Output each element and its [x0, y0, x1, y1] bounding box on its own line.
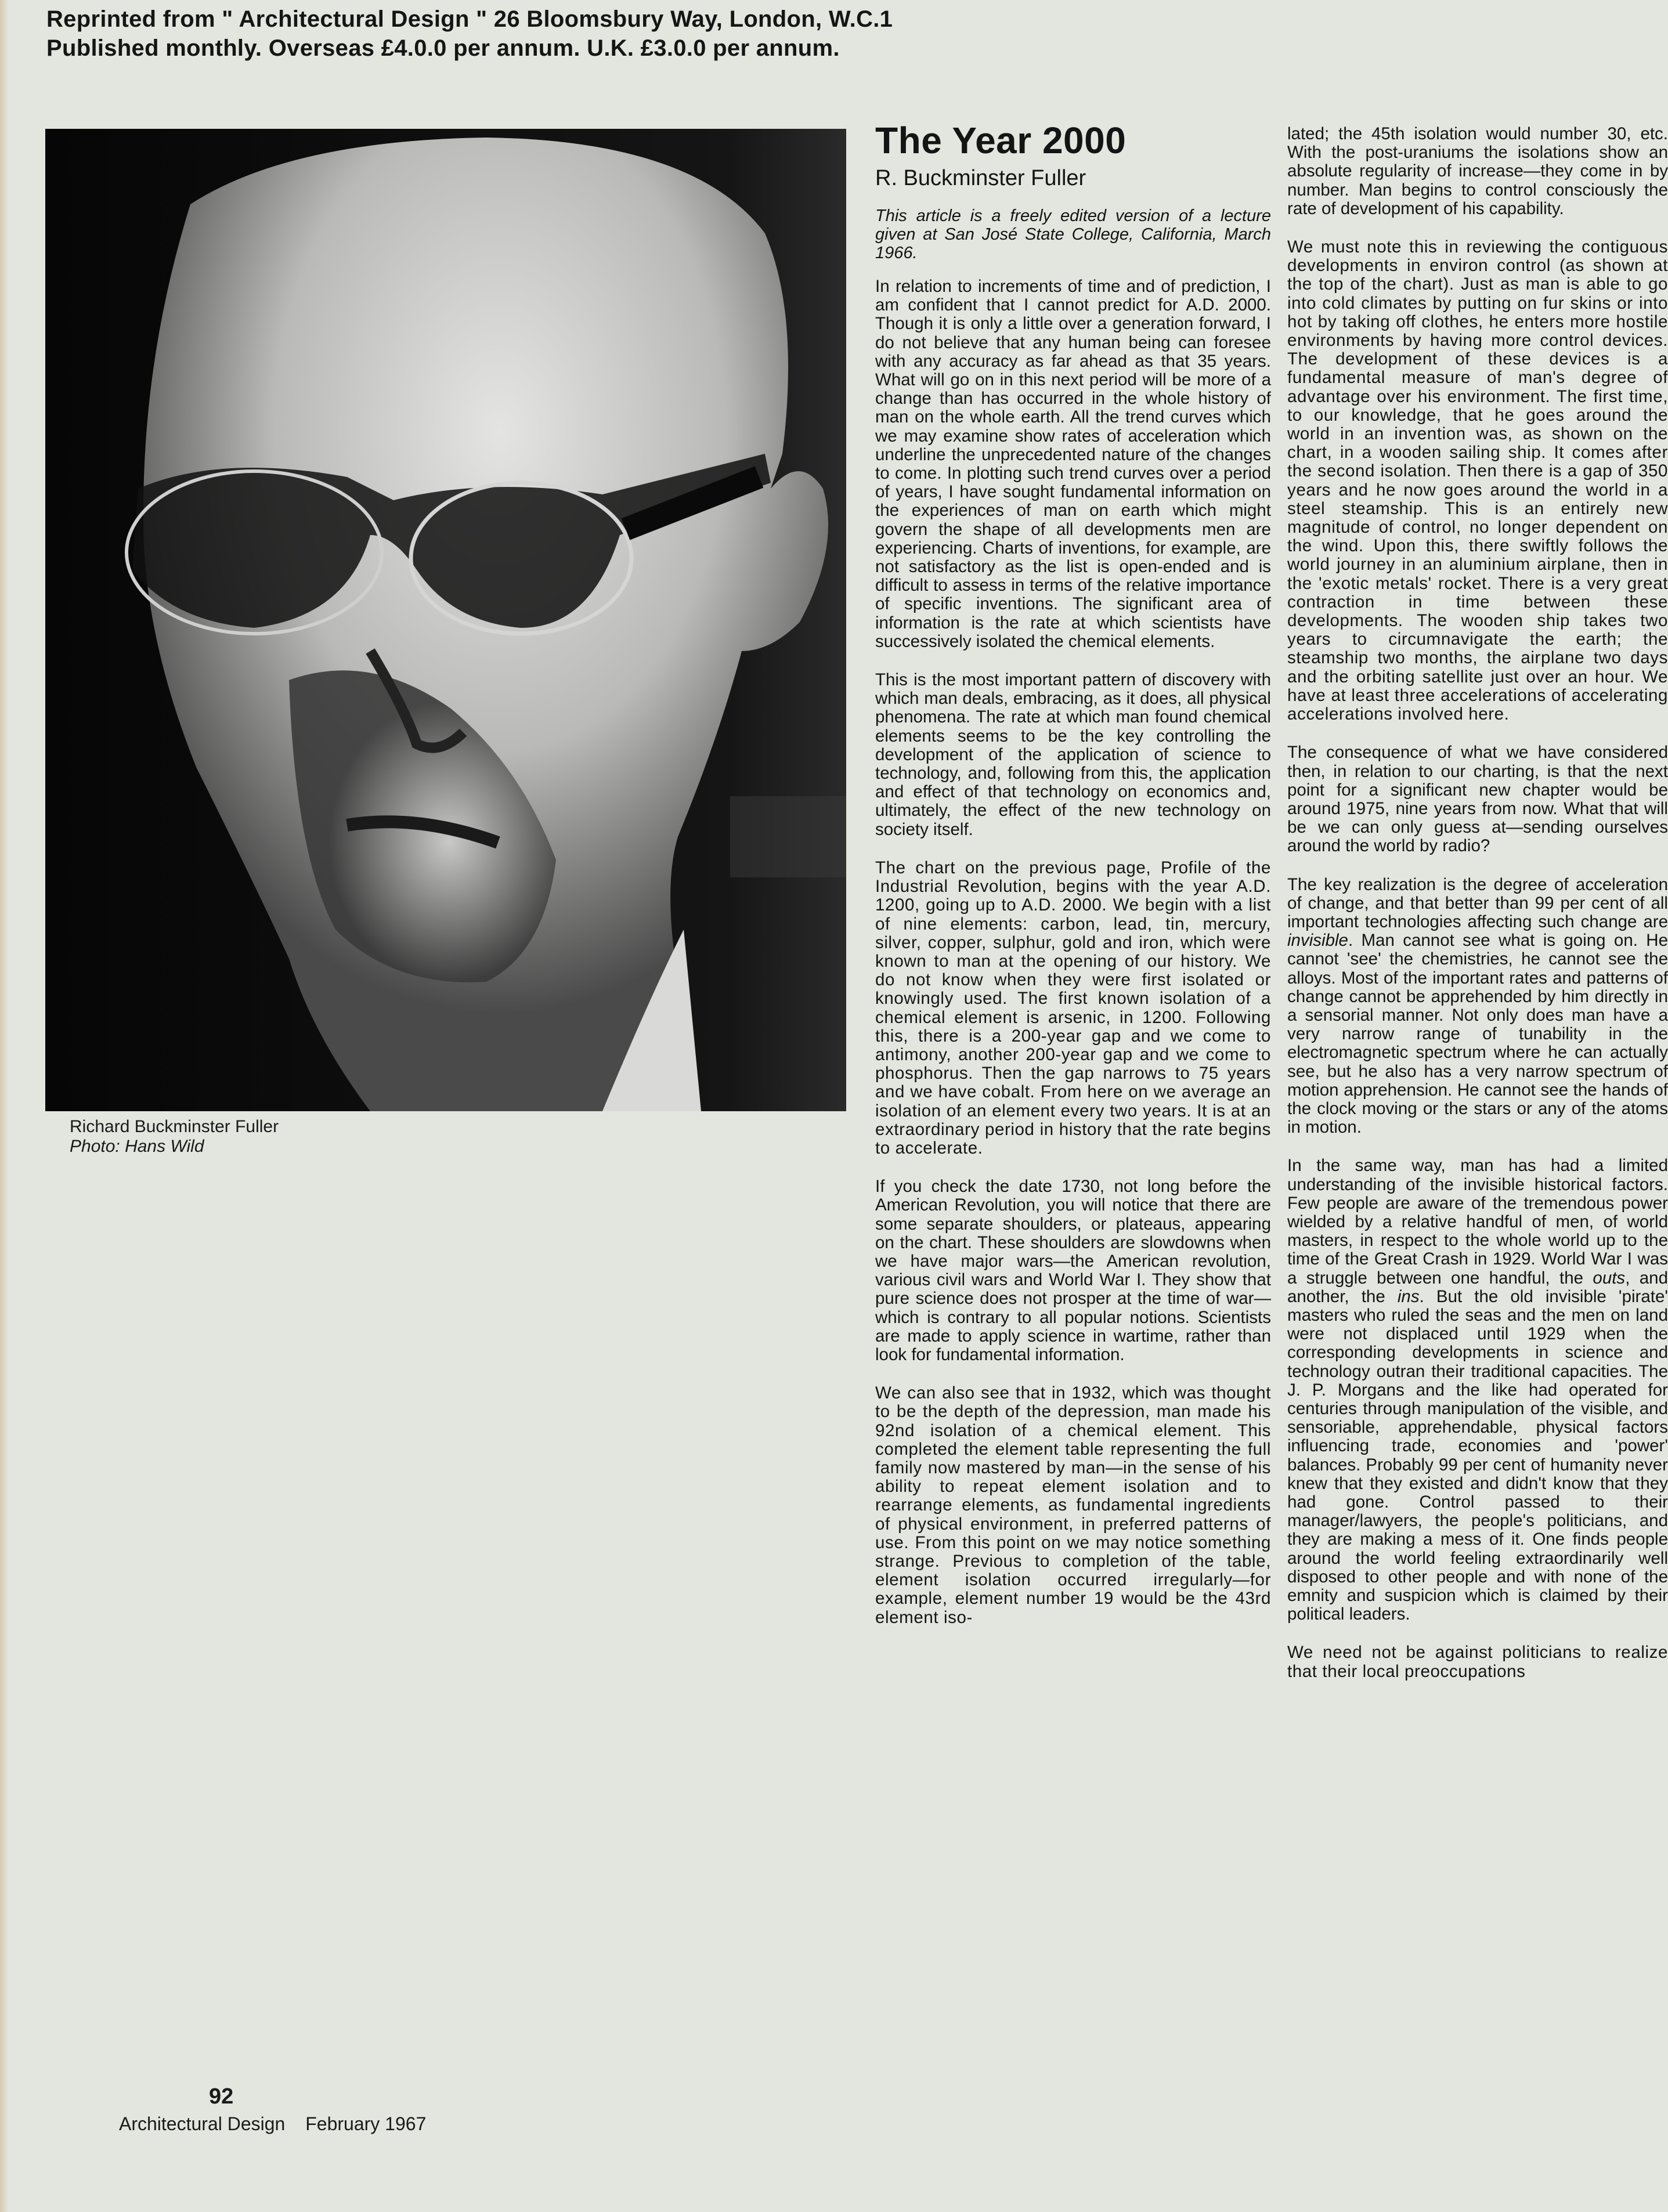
article-title: The Year 2000	[875, 120, 1127, 161]
publication-footer	[119, 2113, 426, 2135]
article-paragraph	[1287, 876, 1668, 1137]
article-paragraph: We can also see that in 1932, which was thought to be the depth of the depression, man made his 92nd isolation of a chemical element. This completed the element table representing the full family now mastered by man—in the sense of his ability to repeat element isolation and to rearrange elements, as fundamental ingredients of physical environment, in preferred patterns of use. From this point on we may notice something strange. Previous to completion of the table, element isolation occurred irregularly—for example, element number 19 would be the 43rd element iso-	[875, 1383, 1271, 1627]
article-author: R. Buckminster Fuller	[875, 166, 1086, 190]
paragraph-text: . Man cannot see what is going on. He cannot 'see' the chemistries, he cannot see the alloys. Most of the important rates and patterns of change cannot be apprehended by him directly in a sensorial manner. Not only does man have a very narrow range of tunability in the electromagnetic spectrum where he can actually see, but he also has a very narrow spectrum of motion apprehension. He cannot see the hands of the clock moving or the stars or any of the atoms in motion.	[1287, 931, 1668, 1137]
article-column-middle	[875, 116, 1271, 1647]
masthead	[46, 5, 893, 63]
portrait-illustration	[45, 129, 846, 1111]
paragraph-text: The key realization is the degree of acceleration of change, and that better than 99 per cent of all important technologies affecting such change are	[1287, 874, 1668, 931]
portrait-photo	[45, 129, 846, 1111]
photo-caption	[70, 1117, 279, 1156]
article-paragraph: We need not be against politicians to realize that their local preoccupations	[1287, 1643, 1668, 1681]
issue-date: February 1967	[305, 2113, 427, 2134]
article-paragraph	[1287, 1156, 1668, 1624]
article-paragraph: If you check the date 1730, not long before the American Revolution, you will notice that there are some separate shoulders, or plateaus, appearing on the chart. These shoulders are slowdowns when we have major wars—the American revolution, various civil wars and World War I. They show that pure science does not prosper at the time of war—which is contrary to all popular notions. Scientists are made to apply science in wartime, rather than look for fundamental information.	[875, 1177, 1271, 1364]
paragraph-text: In the same way, man has had a limited understanding of the invisible historical factors. Few people are aware of the tremendous power wielded by a relative handful of men, of world masters, in respect to the whole world up to the time of the Great Crash in 1929. World War I was a struggle between one handful, the	[1287, 1156, 1668, 1288]
emphasis-text: invisible	[1287, 931, 1348, 950]
publication-name: Architectural Design	[119, 2113, 286, 2134]
emphasis-text: ins	[1397, 1286, 1420, 1306]
caption-photo-credit: Photo: Hans Wild	[70, 1137, 204, 1156]
paragraph-text: , and another, the	[1287, 1268, 1668, 1306]
article-paragraph: This is the most important pattern of discovery with which man deals, embracing, as it does, all physical phenomena. The rate at which man found chemical elements seems to be the key controlling the development of the application of science to technology, and, following from this, the application and effect of that technology on economics and, ultimately, the effect of the new technology on society itself.	[875, 670, 1271, 839]
article-paragraph: The chart on the previous page, Profile of the Industrial Revolution, begins with the year A.D. 1200, going up to A.D. 2000. We begin with a list of nine elements: carbon, lead, tin, mercury, silver, copper, sulphur, gold and iron, which were known to man at the opening of our history. We do not know when they were first isolated or knowingly used. The first known isolation of a chemical element is arsenic, in 1200. Following this, there is a 200-year gap and we come to antimony, another 200-year gap and we come to phosphorus. Then the gap narrows to 75 years and we have cobalt. From here on we average an isolation of an element every two years. It is at an extraordinary period in history that the rate begins to accelerate.	[875, 858, 1271, 1158]
masthead-subscription-line: Published monthly. Overseas £4.0.0 per annum. U.K. £3.0.0 per annum.	[46, 35, 840, 61]
caption-subject: Richard Buckminster Fuller	[70, 1117, 279, 1136]
article-column-right	[1287, 125, 1668, 1701]
masthead-reprint-line: Reprinted from " Architectural Design " 26 Bloomsbury Way, London, W.C.1	[46, 6, 893, 32]
emphasis-text: outs	[1593, 1268, 1626, 1288]
paragraph-text: . But the old invisible 'pirate' masters who ruled the seas and the men on land were not displaced until 1929 when the corresponding developments in science and technology outran their traditional capacities. The J. P. Morgans and the like had operated for centuries through manipulation of the visible, and sensoriable, apprehendable, physical factors influencing trade, economies and 'power' balances. Probably 99 per cent of humanity never knew that they existed and didn't know that they had gone. Control passed to their manager/lawyers, the people's politicians, and they are making a mess of it. One finds people around the world feeling extraordinarily well disposed to other people and with none of the emnity and suspicion which is claimed by their political leaders.	[1287, 1286, 1668, 1624]
article-paragraph: lated; the 45th isolation would number 30, etc. With the post-uraniums the isolations show an absolute regularity of increase—they come in by number. Man begins to control consciously the rate of development of his capability.	[1287, 124, 1668, 218]
page-number: 92	[209, 2084, 234, 2109]
article-paragraph: In relation to increments of time and of prediction, I am confident that I cannot predict for A.D. 2000. Though it is only a little over a generation forward, I do not believe that any human being can foresee with any accuracy as far ahead as that 35 years. What will go on in this next period will be more of a change than has occurred in the whole history of man on the whole earth. All the trend curves which we may examine show rates of acceleration which underline the unprecedented nature of the changes to come. In plotting such trend curves over a period of years, I have sought fundamental information on the experiences of man on earth which might govern the shape of all developments men are experiencing. Charts of inventions, for example, are not satisfactory as the list is open-ended and is difficult to assess in terms of the relative importance of specific inventions. The significant area of information is the rate at which scientists have successively isolated the chemical elements.	[875, 277, 1271, 651]
article-intro-note: This article is a freely edited version of a lecture given at San José State College, California, March 1966.	[875, 207, 1271, 262]
article-paragraph: The consequence of what we have considered then, in relation to our charting, is that the next point for a significant new chapter would be around 1975, nine years from now. What that will be we can only guess at—sending ourselves around the world by radio?	[1287, 743, 1668, 856]
page-edge	[0, 0, 8, 2212]
article-paragraph: We must note this in reviewing the contiguous developments in environ control (as shown at the top of the chart). Just as man is able to go into cold climates by putting on fur skins or into hot by taking off clothes, he enters more hostile environments by having more control devices. The development of these devices is a fundamental measure of man's degree of advantage over his environment. The first time, to our knowledge, that he goes around the world in an invention was, as shown on the chart, in a wooden sailing ship. It comes after the second isolation. Then there is a gap of 350 years and he now goes around the world in a steel steamship. This is an entirely new magnitude of control, no longer dependent on the wind. Upon this, there swiftly follows the world journey in an aluminium airplane, then in the 'exotic metals' rocket. There is a very great contraction in time between these developments. The wooden ship takes two years to circumnavigate the earth; the steamship two months, the airplane two days and the orbiting satellite just over an hour. We have at least three accelerations of accelerating accelerations involved here.	[1287, 237, 1668, 724]
